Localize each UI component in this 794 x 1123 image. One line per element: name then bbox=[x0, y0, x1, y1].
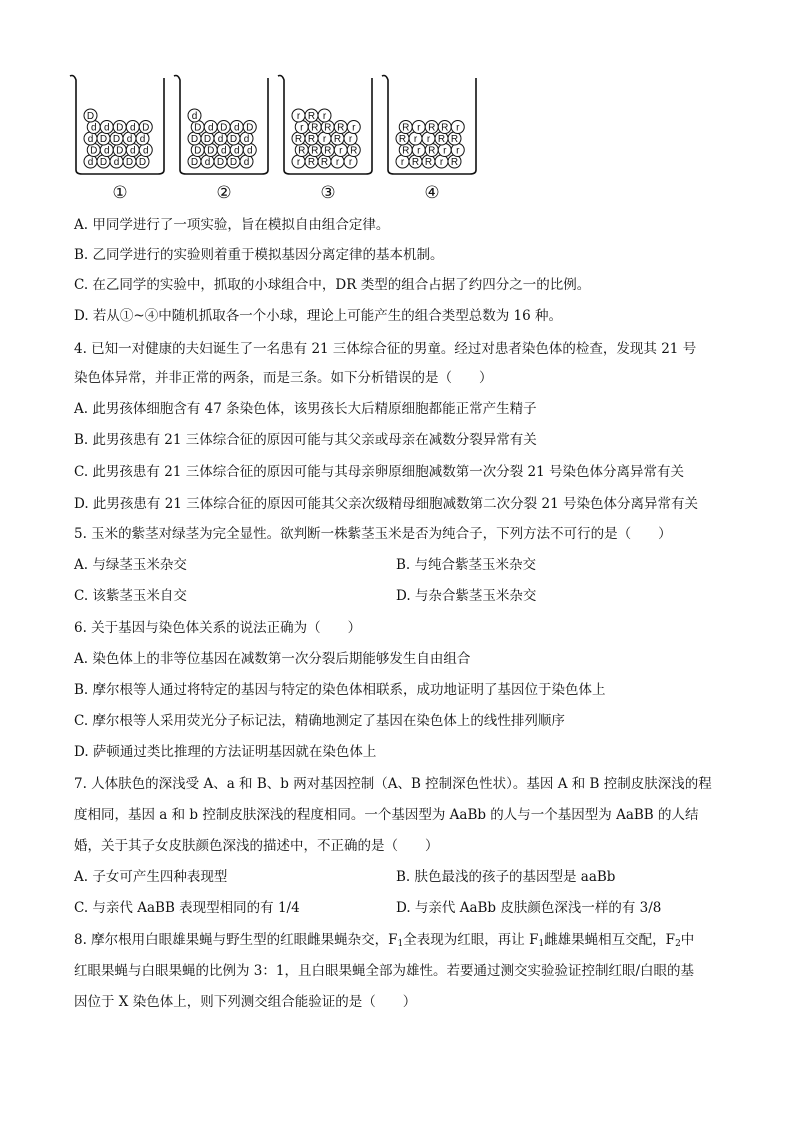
q4-stem-line-2: 染色体异常，并非正常的两条，而是三条。如下分析错误的是（ ） bbox=[74, 370, 493, 386]
ball-letter: r bbox=[296, 111, 301, 123]
ball-letter: d bbox=[204, 157, 211, 169]
ball bbox=[139, 121, 152, 134]
ball bbox=[451, 121, 464, 134]
ball bbox=[295, 144, 308, 157]
ball-letter: d bbox=[129, 145, 136, 157]
ball bbox=[409, 155, 422, 168]
q5-option-b: B. 与纯合紫茎玉米杂交 bbox=[396, 557, 537, 573]
q4-option-a: A. 此男孩体细胞含有 47 条染色体，该男孩长大后精原细胞都能正常产生精子 bbox=[74, 401, 537, 417]
ball-letter: d bbox=[246, 145, 253, 157]
ball-letter: D bbox=[116, 145, 124, 157]
q6-option-b: B. 摩尔根等人通过将特定的基因与特定的染色体相联系，成功地证明了基因位于染色体上 bbox=[74, 682, 606, 698]
q4-option-d: D. 此男孩患有 21 三体综合征的原因可能其父亲次级精母细胞减数第二次分裂 21 号染色体分离异常有关 bbox=[74, 496, 698, 512]
ball bbox=[321, 121, 334, 134]
ball-letter: R bbox=[402, 145, 410, 157]
ball bbox=[438, 144, 451, 157]
ball bbox=[412, 121, 425, 134]
q7-option-a: A. 子女可产生四种表现型 bbox=[74, 869, 228, 885]
ball-letter: R bbox=[320, 157, 329, 169]
q3-option-c: C. 在乙同学的实验中，抓取的小球组合中，DR 类型的组合占据了约四分之一的比例。 bbox=[74, 277, 591, 293]
ball-letter: R bbox=[324, 122, 332, 134]
q7-stem-line-3: 婚，关于其子女皮肤颜色深浅的描述中，不正确的是（ ） bbox=[74, 838, 439, 854]
ball-letter: D bbox=[246, 122, 254, 134]
ball-letter: R bbox=[428, 122, 436, 134]
ball-letter: d bbox=[243, 157, 250, 169]
ball-letter: d bbox=[217, 134, 224, 146]
q7-option-c: C. 与亲代 AaBB 表现型相同的有 1/4 bbox=[74, 900, 300, 916]
ball-letter: R bbox=[450, 134, 459, 146]
ball bbox=[344, 132, 357, 145]
ball bbox=[331, 155, 344, 168]
ball-letter: d bbox=[87, 134, 94, 146]
ball bbox=[97, 155, 110, 168]
ball bbox=[110, 155, 123, 168]
beaker-label: ① bbox=[112, 183, 128, 203]
ball bbox=[204, 144, 217, 157]
q8-stem-part-b: 全表现为红眼，再让 F bbox=[403, 932, 539, 948]
ball-letter: D bbox=[220, 122, 228, 134]
ball bbox=[292, 109, 305, 122]
ball bbox=[188, 109, 201, 122]
q6-option-c: C. 摩尔根等人采用荧光分子标记法，精确地测定了基因在染色体上的线性排列顺序 bbox=[74, 713, 565, 729]
beaker-1 bbox=[70, 76, 164, 204]
q7-option-b: B. 肤色最浅的孩子的基因型是 aaBb bbox=[396, 869, 616, 885]
ball bbox=[191, 121, 204, 134]
ball bbox=[240, 155, 253, 168]
ball-letter: d bbox=[233, 145, 240, 157]
q3-option-a: A. 甲同学进行了一项实验，旨在模拟自由组合定律。 bbox=[74, 217, 390, 233]
ball-letter: R bbox=[398, 134, 407, 146]
ball bbox=[422, 155, 435, 168]
q7-stem-line-2: 度相同，基因 a 和 b 控制皮肤深浅的程度相同。一个基因型为 AaBb 的人与一个基因型为 AaBB 的人结 bbox=[74, 807, 699, 823]
ball bbox=[318, 132, 331, 145]
ball bbox=[113, 121, 126, 134]
ball-letter: d bbox=[126, 134, 133, 146]
ball bbox=[425, 121, 438, 134]
ball bbox=[438, 121, 451, 134]
ball-letter: R bbox=[450, 157, 459, 169]
ball bbox=[126, 121, 139, 134]
ball bbox=[425, 144, 438, 157]
ball-letter: r bbox=[296, 157, 301, 169]
beaker-3 bbox=[278, 76, 372, 204]
ball-letter: D bbox=[99, 134, 108, 146]
ball bbox=[318, 109, 331, 122]
q8-sub-f1-a: 1 bbox=[397, 939, 404, 949]
q8-stem-line-1 bbox=[74, 931, 694, 949]
ball bbox=[422, 132, 435, 145]
ball-letter: r bbox=[417, 122, 421, 134]
ball-letter: R bbox=[437, 134, 446, 146]
ball-letter: d bbox=[139, 134, 146, 146]
ball bbox=[201, 155, 214, 168]
q3-option-d: D. 若从①~④中随机抓取各一个小球，理论上可能产生的组合类型总数为 16 种。 bbox=[74, 308, 562, 324]
ball bbox=[399, 121, 412, 134]
ball-letter: D bbox=[138, 157, 147, 169]
ball-letter: r bbox=[400, 157, 405, 169]
ball-letter: R bbox=[428, 145, 436, 157]
ball-letter: d bbox=[129, 122, 136, 134]
q5-stem: 5. 玉米的紫茎对绿茎为完全显性。欲判断一株紫茎玉米是否为纯合子，下列方法不可行的是（ ） bbox=[74, 526, 672, 542]
ball-letter: r bbox=[300, 122, 304, 134]
beaker-label: ④ bbox=[424, 183, 440, 203]
ball bbox=[136, 132, 149, 145]
ball-letter: d bbox=[191, 111, 198, 123]
ball bbox=[305, 109, 318, 122]
ball-letter: R bbox=[311, 122, 319, 134]
ball bbox=[87, 121, 100, 134]
ball bbox=[100, 144, 113, 157]
ball bbox=[230, 144, 243, 157]
ball bbox=[201, 132, 214, 145]
ball bbox=[214, 155, 227, 168]
beaker-label: ② bbox=[216, 183, 232, 203]
ball bbox=[292, 155, 305, 168]
ball bbox=[243, 144, 256, 157]
q6-stem: 6. 关于基因与染色体关系的说法正确为（ ） bbox=[74, 620, 362, 636]
ball bbox=[448, 132, 461, 145]
ball bbox=[409, 132, 422, 145]
ball-letter: r bbox=[439, 157, 444, 169]
ball bbox=[435, 155, 448, 168]
ball-letter: r bbox=[456, 122, 460, 134]
ball bbox=[347, 144, 360, 157]
beaker-label: ③ bbox=[320, 183, 336, 203]
q5-option-a: A. 与绿茎玉米杂交 bbox=[74, 557, 187, 573]
ball-letter: D bbox=[216, 157, 225, 169]
ball bbox=[305, 155, 318, 168]
ball-letter: d bbox=[103, 145, 110, 157]
ball bbox=[204, 121, 217, 134]
ball-letter: D bbox=[190, 157, 199, 169]
ball bbox=[334, 144, 347, 157]
ball bbox=[123, 132, 136, 145]
ball bbox=[331, 132, 344, 145]
ball-letter: r bbox=[352, 122, 356, 134]
ball-letter: R bbox=[324, 145, 332, 157]
ball bbox=[435, 132, 448, 145]
ball bbox=[344, 155, 357, 168]
ball bbox=[217, 144, 230, 157]
q6-option-a: A. 染色体上的非等位基因在减数第一次分裂后期能够发生自由组合 bbox=[74, 651, 471, 667]
ball bbox=[448, 155, 461, 168]
ball-letter: D bbox=[207, 145, 215, 157]
ball bbox=[451, 144, 464, 157]
ball-letter: d bbox=[243, 134, 250, 146]
ball bbox=[191, 144, 204, 157]
ball-letter: r bbox=[335, 157, 340, 169]
ball bbox=[217, 121, 230, 134]
ball bbox=[87, 144, 100, 157]
ball-letter: r bbox=[456, 145, 460, 157]
ball-letter: D bbox=[99, 157, 108, 169]
ball-letter: d bbox=[87, 157, 94, 169]
ball bbox=[305, 132, 318, 145]
ball bbox=[308, 121, 321, 134]
ball bbox=[123, 155, 136, 168]
ball-letter: R bbox=[337, 122, 345, 134]
ball-letter: r bbox=[417, 145, 421, 157]
ball bbox=[100, 121, 113, 134]
q8-stem-part-c: 雌雄果蝇相互交配，F bbox=[544, 932, 676, 948]
q4-option-b: B. 此男孩患有 21 三体综合征的原因可能与其父亲或母亲在减数分裂异常有关 bbox=[74, 432, 537, 448]
q8-stem-line-3: 因位于 X 染色体上，则下列测交组合能验证的是（ ） bbox=[74, 994, 417, 1010]
q8-sub-f1-b: 1 bbox=[538, 939, 545, 949]
ball-letter: r bbox=[426, 134, 431, 146]
ball bbox=[136, 155, 149, 168]
ball-letter: D bbox=[86, 111, 95, 123]
q8-stem-part-d: 中 bbox=[680, 932, 695, 948]
ball-letter: r bbox=[322, 134, 327, 146]
ball-letter: D bbox=[142, 122, 150, 134]
ball bbox=[243, 121, 256, 134]
ball-letter: r bbox=[443, 145, 447, 157]
ball-letter: r bbox=[348, 134, 353, 146]
q4-stem-line-1: 4. 已知一对健康的夫妇诞生了一名患有 21 三体综合征的男童。经过对患者染色体的检查，发现其 21 号 bbox=[74, 341, 697, 357]
ball-letter: R bbox=[333, 134, 342, 146]
ball-letter: R bbox=[311, 145, 319, 157]
ball-letter: R bbox=[307, 134, 316, 146]
ball bbox=[399, 144, 412, 157]
ball-letter: d bbox=[207, 122, 214, 134]
q3-option-b: B. 乙同学进行的实验则着重于模拟基因分离定律的基本机制。 bbox=[74, 247, 444, 263]
ball-letter: d bbox=[103, 122, 110, 134]
ball bbox=[308, 144, 321, 157]
beakers-svg bbox=[60, 68, 500, 204]
ball bbox=[230, 121, 243, 134]
ball-letter: R bbox=[298, 145, 306, 157]
ball-letter: d bbox=[113, 157, 120, 169]
q8-sub-f2: 2 bbox=[675, 939, 681, 949]
ball bbox=[188, 132, 201, 145]
ball-letter: R bbox=[307, 157, 316, 169]
ball bbox=[84, 132, 97, 145]
q8-stem-part-a: 8. 摩尔根用白眼雄果蝇与野生型的红眼雌果蝇杂交，F bbox=[74, 932, 398, 948]
ball-letter: D bbox=[229, 157, 238, 169]
ball-letter: r bbox=[413, 134, 418, 146]
ball-letter: R bbox=[294, 134, 303, 146]
ball-letter: D bbox=[116, 122, 124, 134]
ball bbox=[97, 132, 110, 145]
ball bbox=[110, 132, 123, 145]
ball-letter: d bbox=[90, 122, 97, 134]
ball-letter: D bbox=[203, 134, 212, 146]
beaker-4 bbox=[382, 76, 476, 204]
q5-option-d: D. 与杂合紫茎玉米杂交 bbox=[396, 588, 537, 604]
ball-letter: D bbox=[125, 157, 134, 169]
q7-stem-line-1: 7. 人体肤色的深浅受 A、a 和 B、b 两对基因控制（A、B 控制深色性状）。基因 A 和 B 控制皮肤深浅的程 bbox=[74, 776, 712, 792]
ball bbox=[334, 121, 347, 134]
ball bbox=[214, 132, 227, 145]
ball bbox=[347, 121, 360, 134]
ball-letter: D bbox=[194, 122, 202, 134]
ball-letter: R bbox=[424, 157, 433, 169]
ball bbox=[412, 144, 425, 157]
ball bbox=[126, 144, 139, 157]
ball-letter: R bbox=[402, 122, 410, 134]
ball bbox=[396, 132, 409, 145]
ball-letter: d bbox=[142, 145, 149, 157]
ball bbox=[318, 155, 331, 168]
ball-letter: r bbox=[348, 157, 353, 169]
ball-letter: r bbox=[322, 111, 327, 123]
q7-option-d: D. 与亲代 AaBb 皮肤颜色深浅一样的有 3/8 bbox=[396, 900, 662, 916]
ball bbox=[227, 132, 240, 145]
ball-letter: d bbox=[220, 145, 227, 157]
ball-letter: R bbox=[411, 157, 420, 169]
ball bbox=[113, 144, 126, 157]
ball-letter: D bbox=[112, 134, 121, 146]
q4-option-c: C. 此男孩患有 21 三体综合征的原因可能与其母亲卵原细胞减数第一次分裂 21 号染色体分离异常有关 bbox=[74, 464, 684, 480]
ball-letter: d bbox=[233, 122, 240, 134]
q6-option-d: D. 萨顿通过类比推理的方法证明基因就在染色体上 bbox=[74, 744, 377, 760]
ball-letter: R bbox=[441, 122, 449, 134]
beaker-2 bbox=[174, 76, 268, 204]
ball bbox=[292, 132, 305, 145]
q5-option-c: C. 该紫茎玉米自交 bbox=[74, 588, 187, 604]
ball bbox=[84, 109, 97, 122]
ball-letter: R bbox=[307, 111, 316, 123]
ball bbox=[84, 155, 97, 168]
ball-letter: D bbox=[194, 145, 202, 157]
beaker-figure bbox=[60, 68, 500, 204]
ball bbox=[227, 155, 240, 168]
ball bbox=[396, 155, 409, 168]
ball-letter: D bbox=[190, 134, 199, 146]
ball-letter: R bbox=[350, 145, 358, 157]
ball bbox=[295, 121, 308, 134]
ball bbox=[139, 144, 152, 157]
q8-stem-line-2: 红眼果蝇与白眼果蝇的比例为 3：1，且白眼果蝇全部为雄性。若要通过测交实验验证控制红眼/白眼的基 bbox=[74, 963, 695, 979]
ball bbox=[321, 144, 334, 157]
ball bbox=[188, 155, 201, 168]
ball-letter: D bbox=[90, 145, 98, 157]
ball-letter: r bbox=[339, 145, 343, 157]
ball-letter: D bbox=[229, 134, 238, 146]
ball bbox=[240, 132, 253, 145]
